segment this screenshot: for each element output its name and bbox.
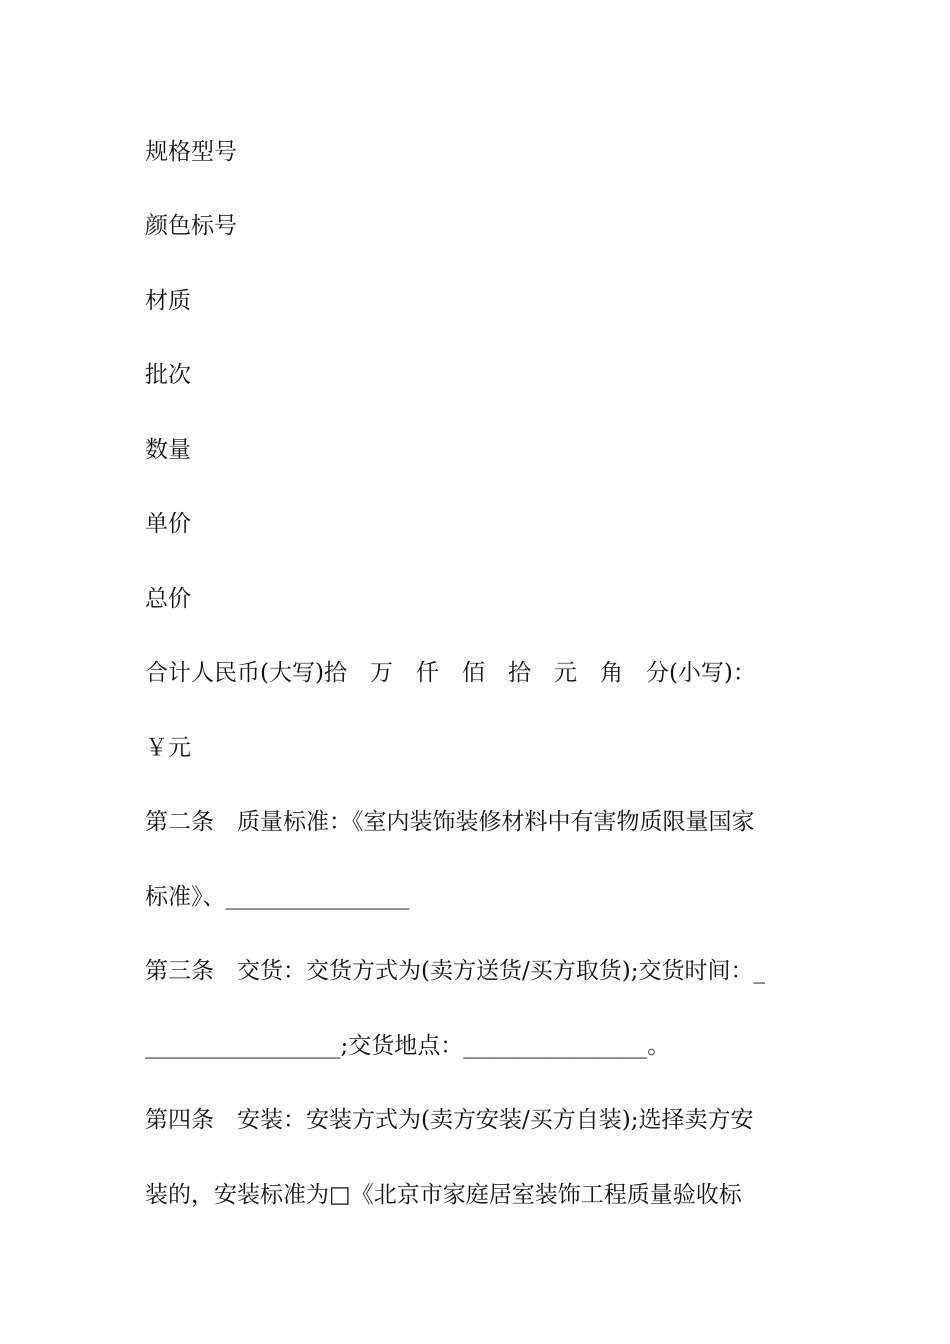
total-amount-line: 合计人民币(大写)拾 万 仟 佰 拾 元 角 分(小写)：: [145, 660, 756, 686]
field-quantity: 数量: [145, 437, 191, 463]
field-total-price: 总价: [145, 586, 191, 612]
article-2-quality-line-1: 第二条 质量标准：《室内装饰装修材料中有害物质限量国家: [145, 809, 755, 835]
field-color-code: 颜色标号: [145, 213, 237, 239]
field-batch: 批次: [145, 362, 191, 388]
yuan-amount-line: ￥元: [145, 735, 191, 761]
field-material: 材质: [145, 288, 191, 314]
field-unit-price: 单价: [145, 511, 191, 537]
article-3-delivery-line-2: _________________;交货地点：________________。: [145, 1033, 671, 1059]
article-3-delivery-line-1: 第三条 交货：交货方式为(卖方送货/买方取货);交货时间：_: [145, 958, 765, 984]
field-spec-model: 规格型号: [145, 139, 237, 165]
article-4-installation-line-2: 装的，安装标准为□《北京市家庭居室装饰工程质量验收标: [145, 1182, 742, 1208]
article-2-quality-line-2: 标准》、________________: [145, 884, 410, 910]
article-4-installation-line-1: 第四条 安装：安装方式为(卖方安装/买方自装);选择卖方安: [145, 1107, 754, 1133]
